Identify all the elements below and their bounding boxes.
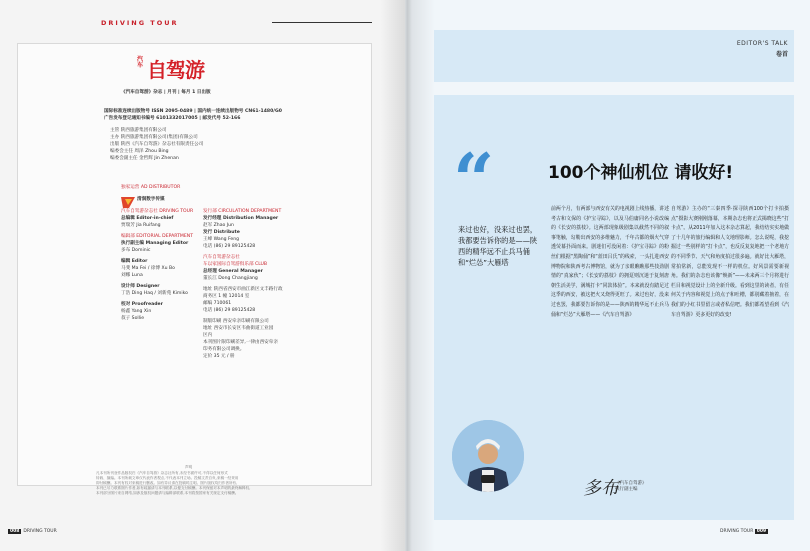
staff-left-line: 总编辑 Editor-in-chief — [121, 216, 174, 221]
pub-info-line: 广告发布登记通知书编号 6101332017005 | 邮发代号 52-166 — [104, 116, 241, 121]
left-header-rule — [272, 22, 372, 23]
fine-print-line: 本刊部分图片来自网络,如涉及版权问题请与编辑部联系,本刊将按国家有关规定支付稿酬。 — [96, 491, 239, 495]
staff-left-line: 丁浩 Ding Haq / 刘新苑 Kimiko — [121, 291, 188, 296]
staff-column-right — [203, 208, 283, 360]
left-footer-text: DRIVING TOUR — [23, 529, 57, 534]
staff-left-line: 编辑 Editor — [121, 259, 148, 264]
staff-right-line: 发行部 CIRCULATION DEPARTMENT — [203, 209, 282, 214]
article-title: 100个神仙机位 请收好! — [548, 163, 734, 183]
fine-print-line: 凡本刊所刊登作品版权归《汽车自驾游》杂志社所有,未经书面许可,不得以任何形式 — [96, 471, 228, 475]
signature-caption-role: 执行副主编 — [615, 487, 638, 492]
article-column-1: 前两个月，有两部与西安有关的电视剧上线热播，讲述考古和文保的《护宝寻踪》，以及马伯庸同名小说改编的《长安的荔枝》。这两部现象级剧集以截然不同的叙事笔触，勾勒出西安的多维魅力，千年古都的烟火气穿透荧幕扑面而来。剧迷们可没闲着：《护宝寻踪》的粉丝们根据“黑陶俑”和“蓝田吕氏”的线索，一头扎进西安博物院和陕西考古博物馆，就为了亲眼瞧瞧那些技劲剧情的“真家伙”；《长安的荔枝》的拥趸则沉迷于复刻唐朝生活美学，满城打卡“同款体验”。本来就没有踏足过这季的西安，被这把火又烧得更旺了。来过也好，没来过也罢，我都要告诉你的是——陕西的精华远不止兵马俑和“烂怂”大雁塔——《汽车自驾游》 — [551, 206, 669, 318]
fine-print — [96, 471, 250, 496]
org-info-line: 编委会副主任 金哲辉 Jin Zhenan — [110, 156, 179, 161]
staff-left-line: 叔子 Sollie — [121, 316, 145, 321]
staff-right-line: 商务区 1 幢 12014 室 — [203, 294, 250, 299]
staff-left-line: 校对 Proofreader — [121, 302, 163, 307]
staff-left-line: 杨鑫 Yang Xin — [121, 309, 152, 314]
ad-company-logo — [121, 193, 135, 204]
right-footer-text: DRIVING TOUR — [720, 529, 754, 534]
page-gutter — [380, 0, 435, 551]
staff-right-line: 汽车自驾游杂志社 — [203, 255, 240, 260]
right-footer — [720, 529, 770, 534]
staff-right-line: 车以家国际自驾游俱乐部 CLUB — [203, 262, 268, 267]
pub-info-line: 国际标准连续出版物号 ISSN 2095-0489 | 国内统一连续出版物号 CN61-1480/G0 — [104, 109, 282, 114]
signature-caption — [615, 481, 647, 493]
staff-left-line: 贾瑞芳 Jia Ruifang — [121, 223, 161, 228]
org-info-line: 主管 陕西旅游集团有限公司 — [110, 128, 167, 133]
article-column-2: 自驾游》主办的“三秦四季·探寻陕西100个打卡拍摄点”摄影大赛刚刚落幕，本期杂志也将正式揭晓这些“打卡点”。从2011年加入这本杂志算起，我结结实实地做了十几年的旅行编辑和人文地理影师。怎么说呢，我挖掘过一些别样的“打卡点”，也反反复复地把一个老地方的不同季节、天气和角度拍过很多遍。就好比大雁塔，常拍常新，总能发现不一样的机位。好风景需要新视角。我们的杂志也该像“焕新”——未来两三个月将进行栏目和视觉设计上的全新升级。看到这里的读者，有任何关于内容和视觉上的点子和吐槽，都别藏着掖着，在我们的小红书里留言或者私信吧。我们都希望看到《汽车自驾游》更多更好的改变! — [671, 206, 789, 318]
editor-photo — [452, 420, 524, 492]
ad-company-name: 清润数字传媒 — [137, 197, 165, 202]
fine-print-title: 声明 — [185, 465, 193, 469]
logo-subtitle: 《汽车自驾游》杂志 | 月刊 | 每月 1 日出版 — [121, 90, 211, 95]
staff-right-line: 地址 西安市长安区韦曲街道工业园 — [203, 326, 274, 331]
quote-mark-icon: “ — [453, 137, 495, 222]
staff-right-line: 电话 (86) 29 89125428 — [203, 244, 256, 249]
left-footer — [8, 529, 57, 534]
magazine-logo: 自驾游 — [147, 58, 204, 82]
staff-right-line: 发行经理 Distribution Manager — [203, 216, 279, 221]
staff-right-line: 制版印刷 西安牵亲印刷有限公司 — [203, 319, 269, 324]
organization-info — [110, 127, 203, 162]
staff-right-line: 邮编 710061 — [203, 301, 232, 306]
org-info-line: 主办 陕西旅游集团有限公司(集团)有限公司 — [110, 135, 198, 140]
fine-print-line: 转载、摘编。本刊所载文章仅代表作者观点,不代表本刊立场。投稿文责自负,来稿一经采用 — [96, 476, 239, 480]
logo-prefix: 汽车 — [137, 56, 144, 69]
fine-print-line: 本刊已尽力联系图片作者,如有疏漏请与本刊联系,以便支付稿酬。本刊保留对本声明的最终解释权, — [96, 486, 251, 490]
staff-right-line: 区内 — [203, 333, 213, 338]
staff-left-line: 马斐 Ma Fei / 徐博 Xu Bo — [121, 266, 175, 271]
staff-right-line: 赵军 Zhao Jun — [203, 223, 234, 228]
staff-right-line: 总经理 General Manager — [203, 269, 263, 274]
staff-left-line: 汽车自驾游杂志社 DRIVING TOUR — [121, 209, 194, 214]
staff-right-line: 印务有限公司调换。 — [203, 347, 245, 352]
staff-right-line: 王峰 Wang Feng — [203, 237, 240, 242]
staff-left-line: 刘娜 Luna — [121, 273, 143, 278]
staff-right-line: 地址 陕西省西安市曲江新区文丰路行政 — [203, 287, 283, 292]
editors-talk-label-cn: 卷首 — [775, 51, 788, 58]
staff-left-line: 编辑部 EDITORIAL DEPARTMENT — [121, 234, 193, 239]
signature-caption-magazine: 《汽车自驾游》 — [615, 481, 647, 486]
staff-column-left — [121, 208, 193, 322]
editors-talk-label: EDITOR'S TALK — [736, 40, 788, 47]
left-header-title: DRIVING TOUR — [101, 19, 179, 27]
staff-right-line: 发行 Distribute — [203, 230, 240, 235]
staff-right-line: 定价 35 元 / 册 — [203, 354, 235, 359]
staff-right-line: 电话 (86) 29 89125428 — [203, 308, 256, 313]
editor-signature: 多布 — [583, 478, 619, 499]
staff-right-line: 本刊图片限印刷差异,一律由西安牵亲 — [203, 340, 278, 345]
left-page-number: 008 — [10, 529, 20, 534]
org-info-line: 编委会主任 周泽 Zhou Bing — [110, 149, 169, 154]
fine-print-line: 即付稿酬。本刊有权对来稿进行删改。如有异议请在投稿时注明。图片版权均归作者所有, — [96, 481, 238, 485]
org-info-line: 出版 陕西《汽车自驾游》杂志社有限责任公司 — [110, 142, 204, 147]
ad-distributor-label: 独家运营 AD DISTRIBUTOR — [121, 185, 181, 190]
pull-quote: 来过也好，没来过也罢，我都要告诉你的是——陕西的精华远不止兵马俑和“烂怂”大雁塔 — [458, 225, 538, 267]
right-page-number: 009 — [756, 529, 767, 534]
staff-left-line: 多布 Dominic — [121, 248, 151, 253]
publication-info — [104, 108, 282, 122]
staff-left-line: 执行副主编 Managing Editor — [121, 241, 189, 246]
staff-right-line: 董长江 Dong Changjiang — [203, 276, 258, 281]
staff-left-line: 设计师 Designer — [121, 284, 160, 289]
